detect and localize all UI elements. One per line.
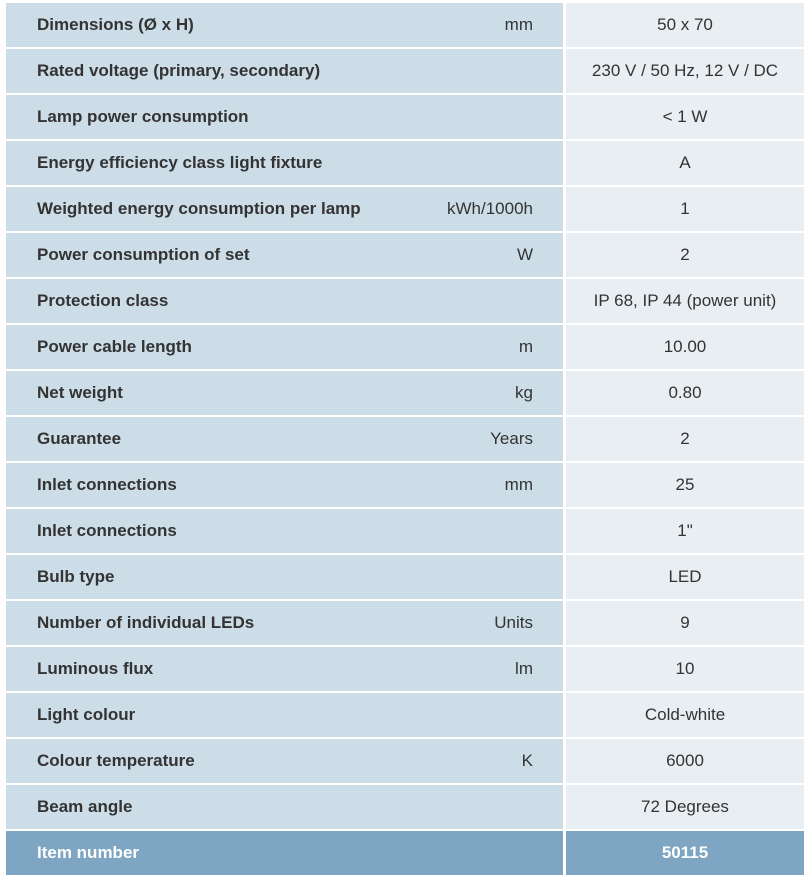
spec-label: Inlet connections bbox=[37, 521, 177, 540]
spec-label-cell bbox=[6, 831, 563, 875]
spec-label-cell bbox=[6, 417, 563, 461]
spec-label-cell bbox=[6, 187, 563, 231]
spec-row-weighted-energy bbox=[6, 187, 804, 231]
spec-label: Net weight bbox=[37, 383, 123, 402]
spec-row-colour-temperature bbox=[6, 739, 804, 783]
spec-row-energy-class bbox=[6, 141, 804, 185]
spec-label-cell bbox=[6, 141, 563, 185]
spec-label: Guarantee bbox=[37, 429, 122, 448]
spec-value: 230 V / 50 Hz, 12 V / DC bbox=[566, 49, 804, 93]
spec-label: Colour temperature bbox=[37, 751, 195, 770]
spec-label-cell bbox=[6, 463, 563, 507]
spec-label-cell bbox=[6, 279, 563, 323]
spec-unit: W bbox=[516, 245, 533, 264]
spec-row-beam-angle bbox=[6, 785, 804, 829]
item-number-label: Item number bbox=[37, 843, 140, 862]
spec-label: Number of individual LEDs bbox=[37, 613, 255, 632]
spec-row-cable-length bbox=[6, 325, 804, 369]
spec-row-guarantee bbox=[6, 417, 804, 461]
spec-value: 1 bbox=[566, 187, 804, 231]
spec-value: 25 bbox=[566, 463, 804, 507]
spec-label: Dimensions (Ø x H) bbox=[37, 15, 194, 34]
spec-value: 10.00 bbox=[566, 325, 804, 369]
spec-table bbox=[6, 3, 804, 877]
spec-row-inlet-inch bbox=[6, 509, 804, 553]
spec-value: 6000 bbox=[566, 739, 804, 783]
spec-label-cell bbox=[6, 3, 563, 47]
spec-row-item-number bbox=[6, 831, 804, 875]
spec-label-cell bbox=[6, 49, 563, 93]
spec-label: Light colour bbox=[37, 705, 136, 724]
spec-value: 10 bbox=[566, 647, 804, 691]
spec-row-rated-voltage bbox=[6, 49, 804, 93]
spec-value: 0.80 bbox=[566, 371, 804, 415]
spec-label-cell bbox=[6, 647, 563, 691]
spec-label-cell bbox=[6, 509, 563, 553]
spec-label-cell bbox=[6, 785, 563, 829]
spec-label: Luminous flux bbox=[37, 659, 154, 678]
spec-value: IP 68, IP 44 (power unit) bbox=[566, 279, 804, 323]
spec-label: Protection class bbox=[37, 291, 169, 310]
spec-label-cell bbox=[6, 325, 563, 369]
spec-row-lamp-power bbox=[6, 95, 804, 139]
spec-value: 2 bbox=[566, 417, 804, 461]
spec-row-inlet-mm bbox=[6, 463, 804, 507]
spec-value: 72 Degrees bbox=[566, 785, 804, 829]
spec-row-light-colour bbox=[6, 693, 804, 737]
spec-value: 50 x 70 bbox=[566, 3, 804, 47]
spec-unit: kg bbox=[515, 383, 533, 402]
spec-unit: lm bbox=[515, 659, 533, 678]
spec-unit: mm bbox=[504, 15, 533, 34]
spec-label-cell bbox=[6, 601, 563, 645]
spec-label: Lamp power consumption bbox=[37, 107, 249, 126]
spec-label: Weighted energy consumption per lamp bbox=[37, 199, 361, 218]
spec-label: Beam angle bbox=[37, 797, 133, 816]
spec-label: Power consumption of set bbox=[37, 245, 250, 264]
spec-value: 1" bbox=[566, 509, 804, 553]
spec-label-cell bbox=[6, 555, 563, 599]
spec-row-led-count bbox=[6, 601, 804, 645]
spec-label: Power cable length bbox=[37, 337, 192, 356]
spec-value: < 1 W bbox=[566, 95, 804, 139]
spec-unit: Years bbox=[490, 429, 533, 448]
spec-row-luminous-flux bbox=[6, 647, 804, 691]
item-number-value: 50115 bbox=[566, 831, 804, 875]
spec-label: Energy efficiency class light fixture bbox=[37, 153, 323, 172]
spec-unit: kWh/1000h bbox=[447, 199, 533, 218]
spec-value: A bbox=[566, 141, 804, 185]
spec-label-cell bbox=[6, 233, 563, 277]
spec-value: LED bbox=[566, 555, 804, 599]
spec-label-cell bbox=[6, 739, 563, 783]
spec-row-bulb-type bbox=[6, 555, 804, 599]
spec-label: Inlet connections bbox=[37, 475, 177, 494]
spec-row-net-weight bbox=[6, 371, 804, 415]
spec-label-cell bbox=[6, 371, 563, 415]
spec-value: 9 bbox=[566, 601, 804, 645]
spec-label: Bulb type bbox=[37, 567, 115, 586]
spec-value: Cold-white bbox=[566, 693, 804, 737]
spec-unit: mm bbox=[504, 475, 533, 494]
spec-row-protection-class bbox=[6, 279, 804, 323]
spec-row-set-power bbox=[6, 233, 804, 277]
spec-label-cell bbox=[6, 95, 563, 139]
spec-label-cell bbox=[6, 693, 563, 737]
spec-row-dimensions bbox=[6, 3, 804, 47]
spec-unit: m bbox=[518, 337, 533, 356]
spec-value: 2 bbox=[566, 233, 804, 277]
spec-unit: K bbox=[521, 751, 533, 770]
spec-unit: Units bbox=[494, 613, 533, 632]
spec-label: Rated voltage (primary, secondary) bbox=[37, 61, 321, 80]
